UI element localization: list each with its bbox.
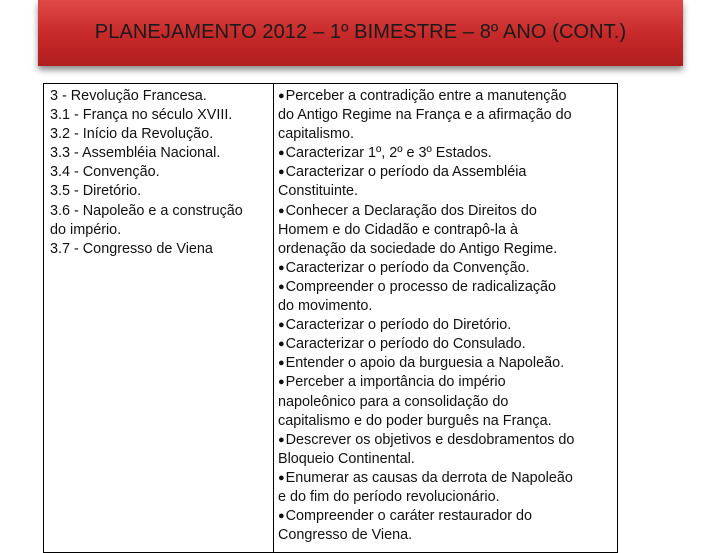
objective-text: capitalismo.	[278, 126, 354, 143]
bullet-icon: ●	[278, 471, 285, 484]
bullet-icon: ●	[278, 261, 285, 274]
objective-item	[278, 202, 613, 221]
objective-item	[278, 335, 613, 354]
content-line: 3.6 - Napoleão e a construção	[50, 202, 243, 219]
objective-item	[278, 316, 613, 335]
objective-text: Enumerar as causas da derrota de Napoleão	[285, 469, 573, 486]
objective-item	[278, 469, 613, 488]
objective-text: do movimento.	[278, 298, 373, 315]
bullet-icon: ●	[278, 510, 285, 523]
objective-text: ordenação da sociedade do Antigo Regime.	[278, 240, 558, 257]
slide-title: PLANEJAMENTO 2012 – 1º BIMESTRE – 8º ANO (CONT.)	[94, 20, 627, 43]
bullet-icon: ●	[278, 204, 285, 217]
bullet-icon: ●	[278, 357, 285, 370]
objective-item	[278, 144, 613, 163]
objective-item	[278, 507, 613, 526]
bullet-icon: ●	[278, 433, 285, 446]
content-line: do império.	[50, 221, 122, 238]
objective-text: Perceber a contradição entre a manutenção	[285, 88, 567, 104]
objective-text: Caracterizar o período do Diretório.	[285, 317, 512, 334]
bullet-icon: ●	[278, 90, 285, 102]
objective-text: Caracterizar o período do Consulado.	[285, 336, 526, 353]
bullet-icon: ●	[278, 338, 285, 351]
objective-item	[278, 431, 613, 450]
content-line: 3.1 - França no século XVIII.	[50, 107, 233, 124]
objectives-column	[274, 84, 617, 552]
objective-text: napoleônico para a consolidação do	[278, 393, 509, 410]
content-table	[43, 83, 618, 553]
objective-text: Caracterizar o período da Assembléia	[285, 164, 527, 181]
objective-continuation	[278, 393, 613, 412]
objective-text: do Antigo Regime na França e a afirmação do	[278, 107, 572, 124]
objective-continuation	[278, 221, 613, 240]
objective-continuation	[278, 412, 613, 431]
objective-continuation	[278, 125, 613, 144]
objective-text: Caracterizar 1º, 2º e 3º Estados.	[285, 145, 492, 162]
bullet-icon: ●	[278, 319, 285, 332]
objective-continuation	[278, 450, 613, 469]
content-column	[44, 84, 274, 552]
objective-continuation	[278, 297, 613, 316]
content-line: 3.4 - Convenção.	[50, 164, 160, 181]
objective-continuation	[278, 240, 613, 259]
title-banner	[38, 0, 683, 66]
objective-item	[278, 373, 613, 392]
objective-continuation	[278, 106, 613, 125]
objective-text: Bloqueio Continental.	[278, 450, 415, 467]
objective-text: Compreender o processo de radicalização	[285, 278, 557, 295]
objective-item	[278, 259, 613, 278]
content-line: 3.7 - Congresso de Viena	[50, 240, 213, 257]
objective-item	[278, 278, 613, 297]
objective-text: Caracterizar o período da Convenção.	[285, 259, 530, 276]
content-line: 3.3 - Assembléia Nacional.	[50, 145, 221, 162]
bullet-icon: ●	[278, 376, 285, 389]
objective-text: Homem e do Cidadão e contrapô-la à	[278, 221, 518, 238]
objective-continuation	[278, 182, 613, 201]
content-line: 3 - Revolução Francesa.	[50, 88, 207, 104]
objective-text: Conhecer a Declaração dos Direitos do	[285, 202, 537, 219]
bullet-icon: ●	[278, 280, 285, 293]
objective-continuation	[278, 526, 613, 545]
objective-text: Compreender o caráter restaurador do	[285, 508, 533, 525]
objective-text: Constituinte.	[278, 183, 358, 200]
objective-item	[278, 354, 613, 373]
objective-text: Congresso de Viena.	[278, 527, 413, 544]
objective-text: e do fim do período revolucionário.	[278, 488, 500, 505]
objective-continuation	[278, 488, 613, 507]
objective-item	[278, 163, 613, 182]
bullet-icon: ●	[278, 147, 285, 160]
objective-text: Descrever os objetivos e desdobramentos do	[285, 431, 575, 448]
objective-text: capitalismo e do poder burguês na França.	[278, 412, 552, 429]
objective-text: Entender o apoio da burguesia a Napoleão.	[285, 355, 565, 372]
objective-item	[278, 87, 613, 106]
content-line: 3.5 - Diretório.	[50, 183, 142, 200]
content-line: 3.2 - Início da Revolução.	[50, 126, 214, 143]
bullet-icon: ●	[278, 166, 285, 179]
objective-text: Perceber a importância do império	[285, 374, 506, 391]
